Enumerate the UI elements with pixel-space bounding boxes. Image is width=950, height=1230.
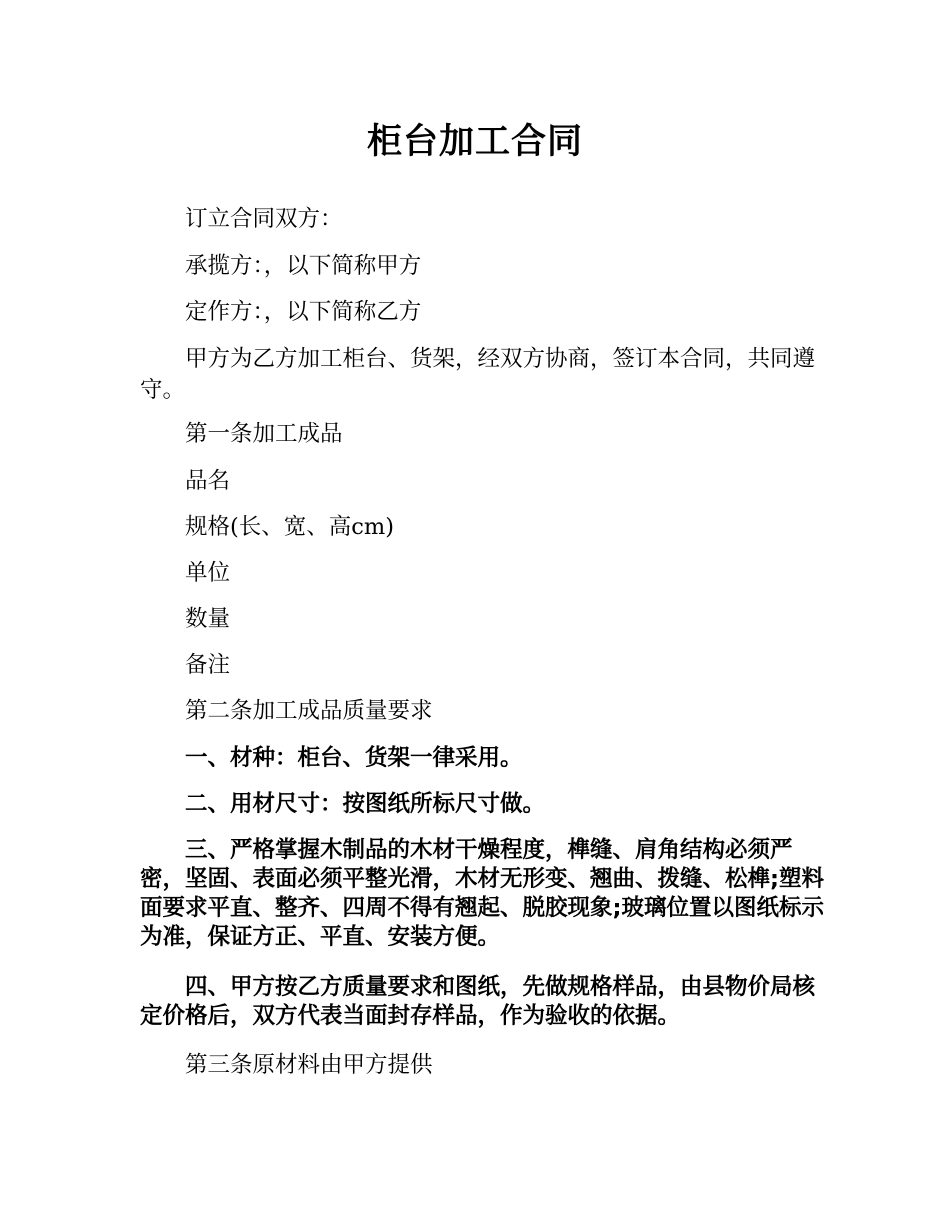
- paragraph-parties-heading: 订立合同双方：: [185, 206, 343, 232]
- item-remarks: 备注: [185, 652, 231, 678]
- clause-material-type: 一、材种：柜台、货架一律采用。: [185, 745, 523, 771]
- article-2-heading: 第二条加工成品质量要求: [185, 698, 433, 724]
- item-quantity: 数量: [185, 606, 231, 632]
- clause-material-size: 二、用材尺寸：按图纸所标尺寸做。: [185, 791, 546, 817]
- item-specification: 规格(长、宽、高cm): [185, 514, 394, 540]
- paragraph-party-a: 承揽方：，以下简称甲方: [185, 253, 422, 279]
- paragraph-party-b: 定作方：，以下简称乙方: [185, 299, 422, 325]
- document-title: 柜台加工合同: [366, 122, 583, 162]
- item-product-name: 品名: [185, 468, 231, 494]
- paragraph-agreement-intro: 甲方为乙方加工柜台、货架，经双方协商，签订本合同，共同遵守。: [140, 346, 816, 403]
- article-3-heading: 第三条原材料由甲方提供: [185, 1052, 433, 1078]
- clause-sample-approval: 四、甲方按乙方质量要求和图纸，先做规格样品，由县物价局核定价格后，双方代表当面封存样品，作为验收的依据。: [140, 974, 816, 1029]
- article-1-heading: 第一条加工成品: [185, 421, 343, 447]
- clause-quality-standards: 三、严格掌握木制品的木材干燥程度，榫缝、肩角结构必须严密，坚固、表面必须平整光滑，木材无形变、翘曲、拨缝、松榫;塑料面要求平直、整齐、四周不得有翘起、脱胶现象;玻璃位置以图纸标示为准，保证方正、平直、安装方便。: [140, 837, 824, 950]
- item-unit: 单位: [185, 560, 231, 586]
